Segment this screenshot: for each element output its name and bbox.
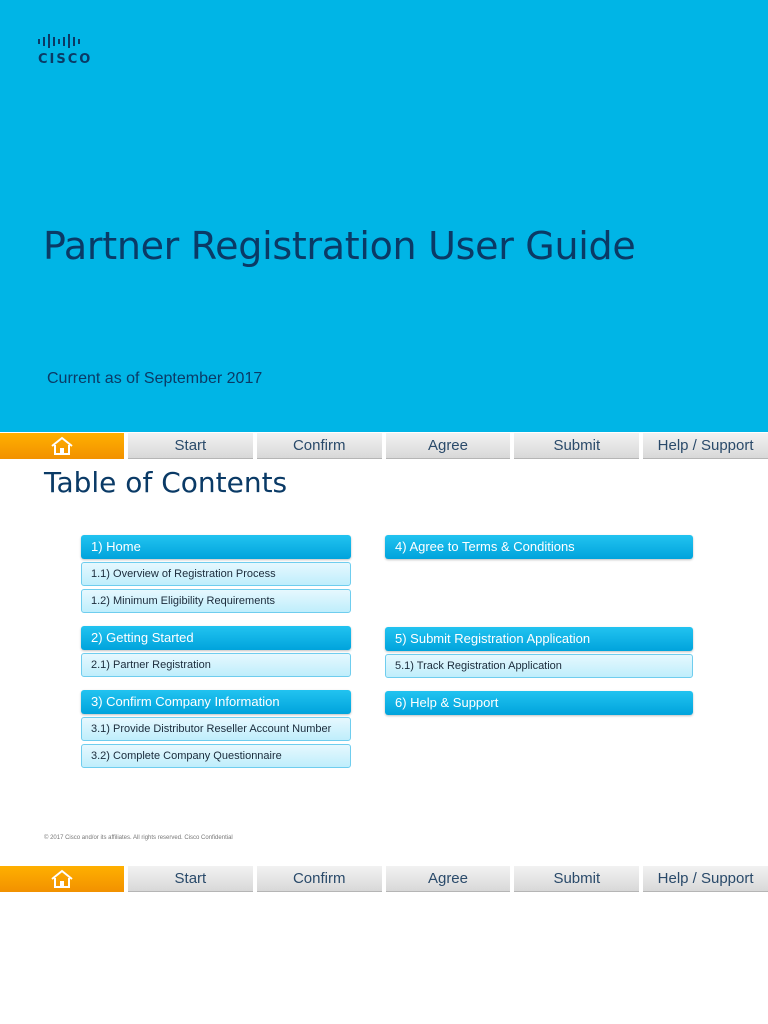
toc-section-getting-started[interactable]: 2) Getting Started <box>81 626 351 650</box>
home-button[interactable] <box>0 433 124 459</box>
document-title: Partner Registration User Guide <box>43 224 636 268</box>
toc-section-home[interactable]: 1) Home <box>81 535 351 559</box>
nav-submit-button-bottom[interactable]: Submit <box>514 866 639 892</box>
toc-item-overview[interactable]: 1.1) Overview of Registration Process <box>81 562 351 586</box>
nav-start-button[interactable]: Start <box>128 433 253 459</box>
copyright-footer: © 2017 Cisco and/or its affiliates. All rights reserved. Cisco Confidential <box>44 835 233 841</box>
nav-confirm-button-bottom[interactable]: Confirm <box>257 866 382 892</box>
cisco-logo-bars <box>38 32 108 50</box>
toc-right-column <box>385 535 693 718</box>
toc-section-confirm-company[interactable]: 3) Confirm Company Information <box>81 690 351 714</box>
nav-agree-button[interactable]: Agree <box>386 433 511 459</box>
toc-item-questionnaire[interactable]: 3.2) Complete Company Questionnaire <box>81 744 351 768</box>
home-icon <box>50 869 74 889</box>
nav-agree-button-bottom[interactable]: Agree <box>386 866 511 892</box>
nav-help-support-button-bottom[interactable]: Help / Support <box>643 866 768 892</box>
toc-item-partner-registration[interactable]: 2.1) Partner Registration <box>81 653 351 677</box>
nav-start-button-bottom[interactable]: Start <box>128 866 253 892</box>
cover-banner <box>0 0 768 432</box>
toc-item-account-number[interactable]: 3.1) Provide Distributor Reseller Account Number <box>81 717 351 741</box>
toc-section-help-support[interactable]: 6) Help & Support <box>385 691 693 715</box>
home-button-bottom[interactable] <box>0 866 124 892</box>
document-date: Current as of September 2017 <box>47 370 263 387</box>
nav-help-support-button[interactable]: Help / Support <box>643 433 768 459</box>
toc-section-submit[interactable]: 5) Submit Registration Application <box>385 627 693 651</box>
toc-item-track-application[interactable]: 5.1) Track Registration Application <box>385 654 693 678</box>
toc-title: Table of Contents <box>44 466 288 499</box>
toc-item-eligibility[interactable]: 1.2) Minimum Eligibility Requirements <box>81 589 351 613</box>
cisco-logo-text: CISCO <box>38 52 93 67</box>
home-icon <box>50 436 74 456</box>
toc-left-column <box>81 535 351 771</box>
cisco-logo <box>38 32 108 72</box>
nav-confirm-button[interactable]: Confirm <box>257 433 382 459</box>
bottom-navigation-bar <box>0 866 768 892</box>
toc-section-agree[interactable]: 4) Agree to Terms & Conditions <box>385 535 693 559</box>
nav-submit-button[interactable]: Submit <box>514 433 639 459</box>
top-navigation-bar <box>0 433 768 459</box>
